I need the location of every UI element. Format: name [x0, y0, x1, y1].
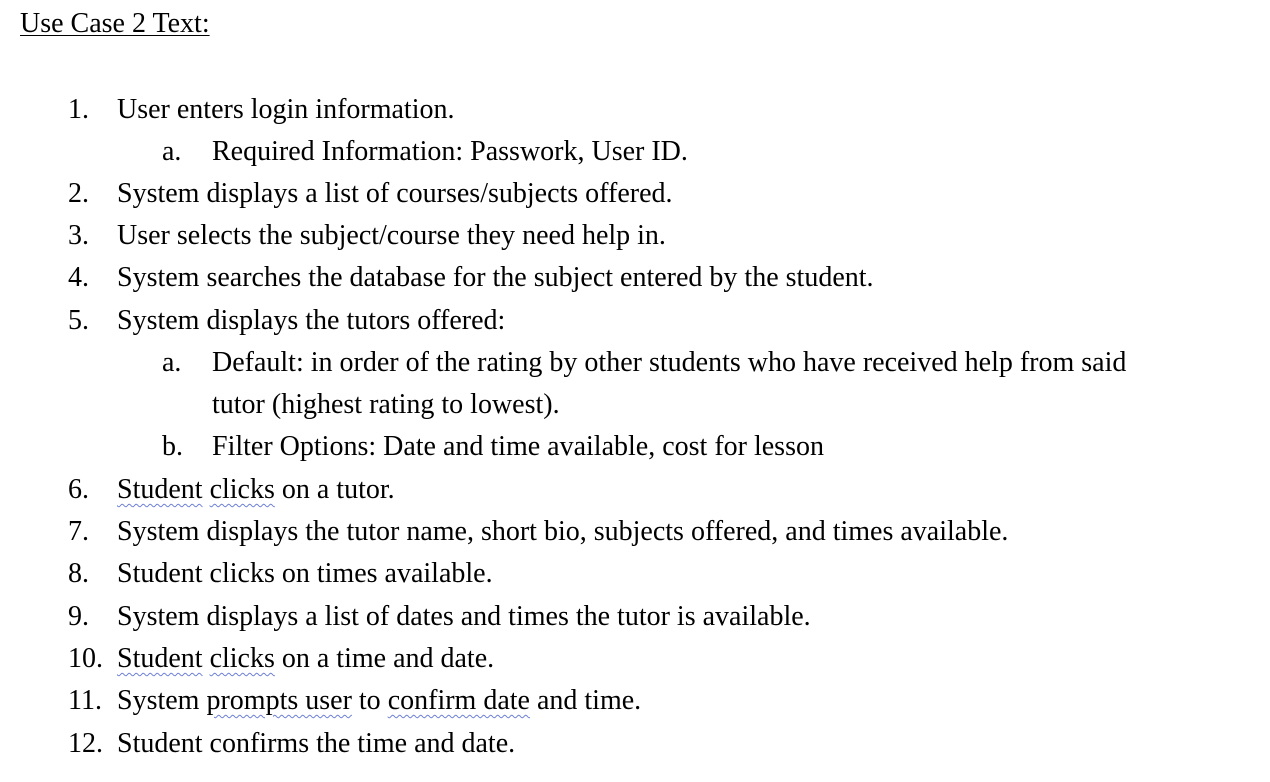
list-text-rest: and time. — [529, 685, 642, 716]
list-text: User enters login information. — [117, 94, 455, 125]
list-text: Student clicks on times available. — [117, 558, 493, 589]
sub-list-continuation: tutor (highest rating to lowest). — [212, 389, 560, 420]
list-number: 10. — [68, 643, 103, 674]
list-item — [68, 683, 1268, 719]
sub-list-text: Default: in order of the rating by other students who have received help from said — [212, 347, 1127, 378]
list-item — [68, 556, 1268, 592]
list-item — [68, 472, 1268, 508]
list-text-part: System — [117, 685, 207, 716]
list-number: 9. — [68, 601, 89, 632]
sub-list-letter: a. — [162, 136, 182, 167]
sub-list-item — [162, 345, 1270, 381]
list-number: 8. — [68, 558, 89, 589]
list-number: 2. — [68, 178, 89, 209]
sub-list-text: Filter Options: Date and time available, cost for lesson — [212, 431, 824, 462]
list-item — [68, 218, 1268, 254]
sub-list-item — [162, 134, 1270, 170]
list-number: 12. — [68, 728, 103, 759]
list-text-rest: on a time and date. — [274, 643, 495, 674]
list-number: 5. — [68, 305, 89, 336]
list-item — [68, 176, 1268, 212]
list-number: 11. — [68, 685, 102, 716]
list-text: System displays the tutors offered: — [117, 305, 506, 336]
list-item — [68, 92, 1268, 128]
list-number: 6. — [68, 474, 89, 505]
list-item — [68, 303, 1268, 339]
list-number: 4. — [68, 262, 89, 293]
list-item — [68, 641, 1268, 677]
spellcheck-flagged-text[interactable]: clicks — [209, 643, 275, 674]
list-item — [68, 599, 1268, 635]
spellcheck-flagged-text[interactable]: clicks — [209, 474, 275, 505]
spellcheck-flagged-text[interactable]: prompts user — [206, 685, 352, 716]
list-number: 1. — [68, 94, 89, 125]
list-text: System searches the database for the subject entered by the student. — [117, 262, 874, 293]
list-text — [117, 641, 494, 677]
spellcheck-flagged-text[interactable]: Student — [117, 474, 203, 505]
sub-list-text: Required Information: Passwork, User ID. — [212, 136, 688, 167]
list-text: User selects the subject/course they need help in. — [117, 220, 666, 251]
list-text — [117, 472, 395, 508]
list-number: 7. — [68, 516, 89, 547]
list-text-rest: on a tutor. — [274, 474, 395, 505]
sub-list-letter: b. — [162, 431, 183, 462]
list-item — [68, 260, 1268, 296]
list-number: 3. — [68, 220, 89, 251]
sub-list-letter: a. — [162, 347, 182, 378]
spellcheck-flagged-text[interactable]: Student — [117, 643, 203, 674]
list-text: Student confirms the time and date. — [117, 728, 516, 759]
list-text-part: to — [351, 685, 388, 716]
spellcheck-flagged-text[interactable]: confirm date — [387, 685, 530, 716]
list-item — [68, 514, 1268, 550]
list-text: System displays the tutor name, short bio, subjects offered, and times available. — [117, 516, 1009, 547]
sub-list-item — [162, 429, 1270, 465]
list-text: System displays a list of courses/subjects offered. — [117, 178, 673, 209]
list-item — [68, 726, 1268, 762]
page-title: Use Case 2 Text: — [20, 8, 210, 39]
list-text — [117, 683, 641, 719]
list-text: System displays a list of dates and times the tutor is available. — [117, 601, 811, 632]
